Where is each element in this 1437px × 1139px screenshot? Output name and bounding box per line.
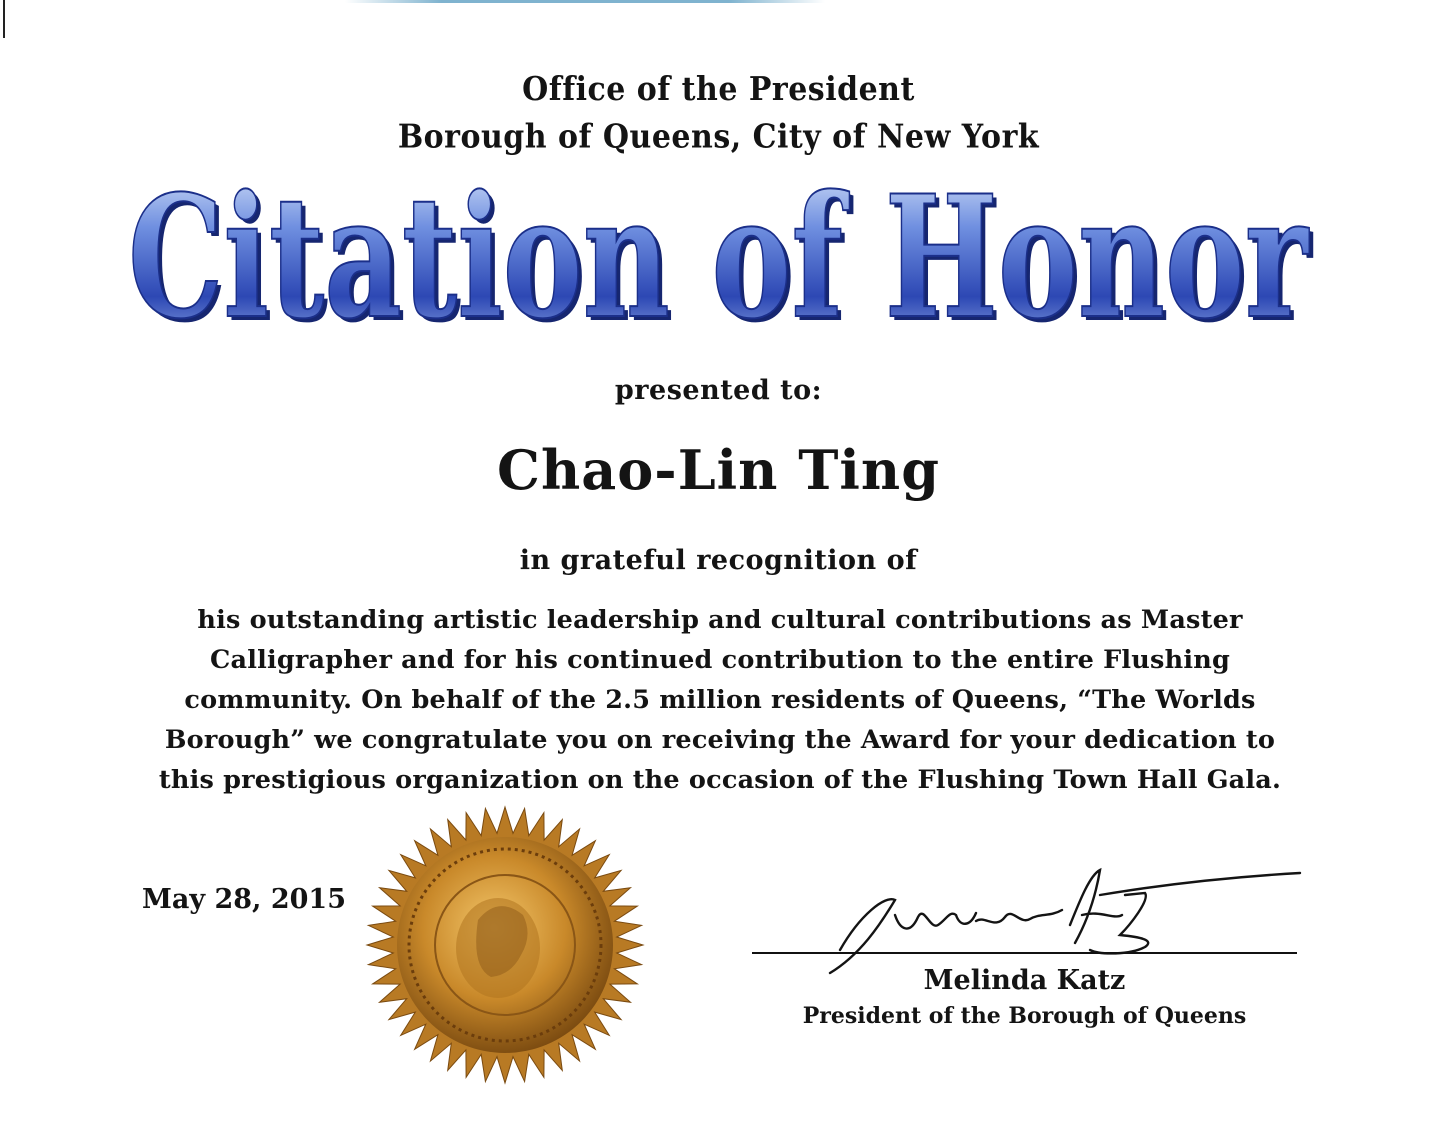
citation-title: [110, 168, 1330, 358]
citation-text: his outstanding artistic leadership and cultural contributions as Master Calligrapher and for his continued contribution to the entire Flushing community. On behalf of the 2.5 million residents of Queens, “The Worlds Borough” we congratulate you on receiving the Award for your dedication to this prestigious organization on the occasion of the Flushing Town Hall Gala.: [158, 605, 1282, 795]
signer-name: Melinda Katz: [923, 965, 1126, 996]
title-shadow: Citation of Honor: [132, 168, 1314, 358]
presented-to-label: presented to:: [614, 375, 823, 406]
recognition-label: in grateful recognition of: [519, 545, 918, 576]
borough-line: Borough of Queens, City of New York: [397, 118, 1040, 157]
title-text: Citation of Honor: [128, 168, 1310, 356]
signature-line: [752, 952, 1297, 954]
office-line: Office of the President: [522, 70, 915, 109]
recipient-name: Chao-Lin Ting: [497, 438, 940, 502]
signer-title: President of the Borough of Queens: [802, 1003, 1247, 1029]
seal-icon: [360, 800, 650, 1090]
issuing-office: [0, 66, 1437, 161]
edge-mark: [3, 0, 5, 38]
top-decorative-rule: [345, 0, 825, 3]
citation-date: May 28, 2015: [142, 884, 346, 915]
